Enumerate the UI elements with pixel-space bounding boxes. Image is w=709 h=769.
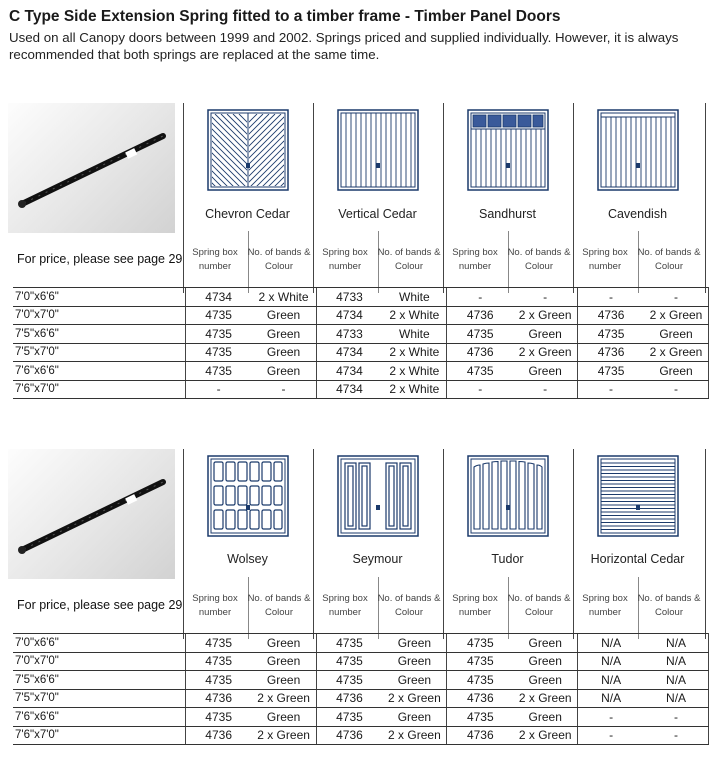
spring-box-number: 4736	[578, 343, 644, 362]
bands-colour: Green	[382, 708, 446, 727]
spring-box-number: 4735	[447, 671, 513, 690]
subheader-bands: No. of bands & Colour	[637, 247, 701, 272]
bands-colour: 2 x Green	[382, 726, 446, 745]
door-size: 7'6"x6'6"	[13, 362, 185, 381]
door-size: 7'6"x6'6"	[13, 708, 185, 727]
bands-colour: Green	[382, 671, 446, 690]
bands-colour: N/A	[644, 634, 708, 653]
spring-box-number: N/A	[578, 689, 644, 708]
bands-colour: -	[513, 380, 577, 399]
spring-box-number: 4735	[447, 325, 513, 344]
subheader-bands: No. of bands & Colour	[377, 593, 441, 618]
vertical-cedar-door-icon	[337, 109, 419, 191]
subheader-bands: No. of bands & Colour	[637, 593, 701, 618]
spring-box-number: -	[578, 380, 644, 399]
tudor-door-icon	[467, 455, 549, 537]
spring-box-number: N/A	[578, 634, 644, 653]
subheader-spring-box: Spring box number	[582, 247, 628, 272]
spring-box-number: 4736	[578, 306, 644, 325]
spring-box-number: 4736	[185, 726, 251, 745]
spring-box-number: 4734	[316, 343, 382, 362]
spring-box-number: 4735	[447, 362, 513, 381]
bands-colour: Green	[252, 652, 316, 671]
spring-box-number: 4735	[447, 708, 513, 727]
spring-box-number: 4735	[185, 671, 251, 690]
bands-colour: 2 x White	[382, 306, 446, 325]
bands-colour: Green	[513, 708, 577, 727]
spring-photo	[8, 449, 175, 579]
cavendish-door-icon	[597, 109, 679, 191]
bands-colour: -	[644, 288, 709, 307]
spring-box-number: 4735	[578, 325, 644, 344]
spring-box-number: 4736	[447, 689, 513, 708]
table-row	[13, 689, 709, 708]
table-row	[13, 726, 709, 745]
sandhurst-door-icon	[467, 109, 549, 191]
bands-colour: N/A	[644, 652, 708, 671]
bands-colour: -	[252, 380, 316, 399]
bands-colour: -	[644, 708, 708, 727]
bands-colour: Green	[252, 708, 316, 727]
bands-colour: Green	[252, 671, 316, 690]
bands-colour: 2 x White	[252, 288, 316, 307]
bands-colour: Green	[513, 362, 577, 381]
table-row	[13, 343, 709, 362]
spring-box-number: N/A	[578, 652, 644, 671]
spring-box-number: 4735	[578, 362, 644, 381]
spring-box-number: 4735	[447, 634, 513, 653]
spring-box-number: 4736	[447, 306, 513, 325]
bands-colour: Green	[513, 325, 577, 344]
door-section-2	[0, 449, 709, 769]
price-label: For price, please see page 29	[17, 252, 183, 266]
table-row	[13, 325, 709, 344]
spring-box-number: 4735	[185, 325, 251, 344]
door-name: Horizontal Cedar	[590, 552, 685, 566]
bands-colour: Green	[644, 362, 709, 381]
bands-colour: -	[644, 726, 708, 745]
table-row	[13, 652, 709, 671]
bands-colour: 2 x Green	[252, 726, 316, 745]
spring-box-number: 4735	[185, 634, 251, 653]
spring-box-number: 4736	[316, 689, 382, 708]
bands-colour: 2 x Green	[513, 689, 577, 708]
bands-colour: N/A	[644, 671, 708, 690]
bands-colour: 2 x Green	[513, 306, 577, 325]
spring-box-number: 4734	[185, 288, 251, 307]
spring-photo	[8, 103, 175, 233]
bands-colour: 2 x White	[382, 362, 446, 381]
door-name: Chevron Cedar	[205, 207, 290, 221]
subheader-spring-box: Spring box number	[452, 593, 498, 618]
spring-box-number: 4735	[185, 708, 251, 727]
table-row	[13, 634, 709, 653]
seymour-door-icon	[337, 455, 419, 537]
spring-box-number: -	[578, 726, 644, 745]
door-name: Sandhurst	[479, 207, 536, 221]
spring-box-number: 4736	[447, 726, 513, 745]
subheader-spring-box: Spring box number	[192, 247, 238, 272]
bands-colour: Green	[252, 343, 316, 362]
door-size: 7'5"x7'0"	[13, 689, 185, 708]
bands-colour: 2 x Green	[252, 689, 316, 708]
spring-box-number: 4733	[316, 325, 382, 344]
spring-box-number: 4733	[316, 288, 382, 307]
door-section-1	[0, 103, 709, 423]
door-name: Seymour	[352, 552, 403, 566]
door-name: Tudor	[491, 552, 524, 566]
bands-colour: Green	[513, 671, 577, 690]
subheader-spring-box: Spring box number	[192, 593, 238, 618]
subheader-bands: No. of bands & Colour	[507, 593, 571, 618]
spring-icon	[8, 449, 175, 579]
spring-box-number: -	[578, 288, 644, 307]
door-size: 7'5"x6'6"	[13, 671, 185, 690]
door-size: 7'6"x7'0"	[13, 380, 185, 399]
page-description: Used on all Canopy doors between 1999 and 2002. Springs priced and supplied individually. However, it is always recommended that both springs are replaced at the same time.	[9, 30, 679, 62]
bands-colour: 2 x Green	[644, 343, 709, 362]
subheader-spring-box: Spring box number	[582, 593, 628, 618]
door-name: Vertical Cedar	[338, 207, 417, 221]
spring-box-number: 4734	[316, 362, 382, 381]
spring-box-number: -	[578, 708, 644, 727]
spring-box-number: 4735	[447, 652, 513, 671]
spring-table	[13, 287, 709, 399]
bands-colour: 2 x Green	[644, 306, 709, 325]
bands-colour: Green	[252, 362, 316, 381]
spring-box-number: 4735	[316, 671, 382, 690]
spring-box-number: N/A	[578, 671, 644, 690]
spring-box-number: 4734	[316, 380, 382, 399]
price-label: For price, please see page 29	[17, 598, 183, 612]
table-row	[13, 288, 709, 307]
wolsey-door-icon	[207, 455, 289, 537]
bands-colour: N/A	[644, 689, 708, 708]
bands-colour: Green	[513, 652, 577, 671]
spring-box-number: 4734	[316, 306, 382, 325]
bands-colour: 2 x White	[382, 380, 446, 399]
spring-box-number: 4735	[185, 306, 251, 325]
subheader-bands: No. of bands & Colour	[247, 593, 311, 618]
spring-box-number: 4736	[185, 689, 251, 708]
door-size: 7'5"x6'6"	[13, 325, 185, 344]
page-title: C Type Side Extension Spring fitted to a timber frame - Timber Panel Doors	[9, 8, 561, 25]
spring-table	[13, 633, 709, 745]
door-size: 7'0"x6'6"	[13, 288, 185, 307]
spring-box-number: -	[447, 288, 513, 307]
table-row	[13, 362, 709, 381]
horizontal-cedar-door-icon	[597, 455, 679, 537]
door-size: 7'0"x7'0"	[13, 306, 185, 325]
spring-icon	[8, 103, 175, 233]
bands-colour: Green	[382, 652, 446, 671]
bands-colour: White	[382, 325, 446, 344]
chevron-cedar-door-icon	[207, 109, 289, 191]
door-size: 7'6"x7'0"	[13, 726, 185, 745]
bands-colour: Green	[644, 325, 709, 344]
subheader-bands: No. of bands & Colour	[377, 247, 441, 272]
spring-box-number: -	[185, 380, 251, 399]
bands-colour: 2 x Green	[513, 726, 577, 745]
spring-box-number: 4735	[316, 652, 382, 671]
spring-box-number: 4735	[185, 362, 251, 381]
subheader-spring-box: Spring box number	[322, 593, 368, 618]
spring-box-number: 4735	[316, 634, 382, 653]
bands-colour: -	[513, 288, 577, 307]
door-size: 7'5"x7'0"	[13, 343, 185, 362]
table-row	[13, 708, 709, 727]
spring-box-number: 4736	[316, 726, 382, 745]
spring-box-number: 4735	[185, 652, 251, 671]
bands-colour: -	[644, 380, 709, 399]
door-name: Cavendish	[607, 207, 668, 221]
subheader-spring-box: Spring box number	[322, 247, 368, 272]
bands-colour: 2 x Green	[382, 689, 446, 708]
bands-colour: 2 x White	[382, 343, 446, 362]
bands-colour: Green	[252, 634, 316, 653]
subheader-bands: No. of bands & Colour	[507, 247, 571, 272]
bands-colour: 2 x Green	[513, 343, 577, 362]
subheader-spring-box: Spring box number	[452, 247, 498, 272]
bands-colour: Green	[382, 634, 446, 653]
table-row	[13, 380, 709, 399]
bands-colour: White	[382, 288, 446, 307]
subheader-bands: No. of bands & Colour	[247, 247, 311, 272]
table-row	[13, 306, 709, 325]
bands-colour: Green	[252, 306, 316, 325]
bands-colour: Green	[252, 325, 316, 344]
door-size: 7'0"x6'6"	[13, 634, 185, 653]
table-row	[13, 671, 709, 690]
bands-colour: Green	[513, 634, 577, 653]
door-name: Wolsey	[227, 552, 268, 566]
spring-box-number: 4735	[185, 343, 251, 362]
spring-box-number: -	[447, 380, 513, 399]
spring-box-number: 4735	[316, 708, 382, 727]
door-size: 7'0"x7'0"	[13, 652, 185, 671]
spring-box-number: 4736	[447, 343, 513, 362]
